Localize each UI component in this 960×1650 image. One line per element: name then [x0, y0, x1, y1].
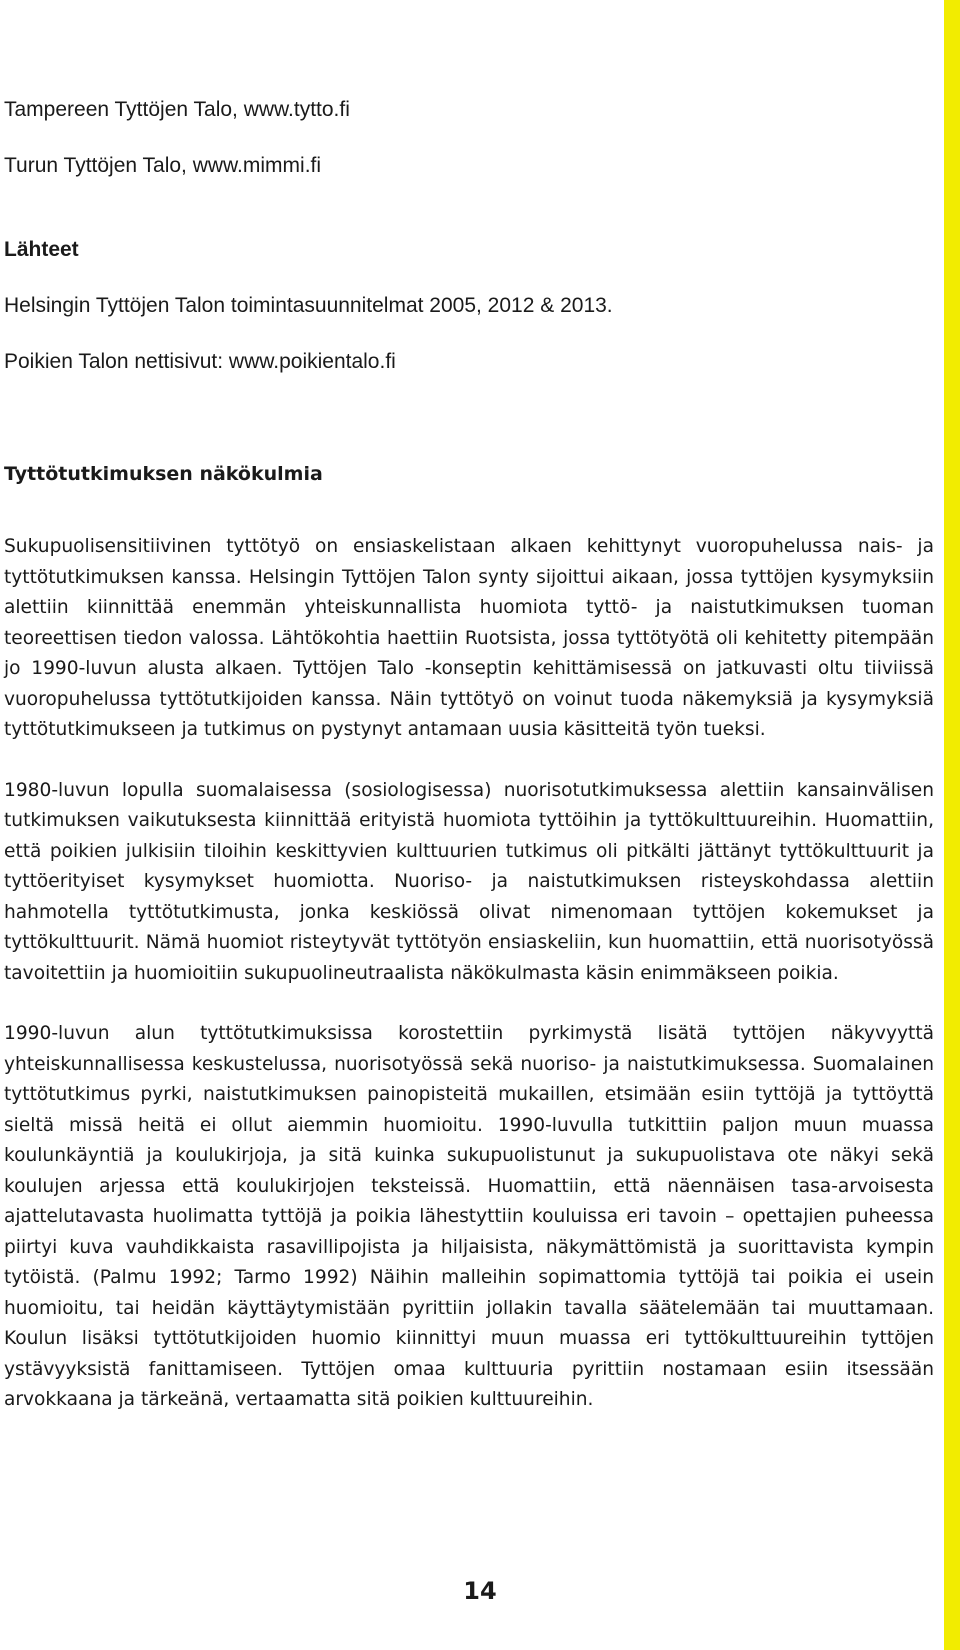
page-number: 14: [463, 1577, 497, 1605]
page-edge-accent-bar: [944, 0, 960, 1650]
body-paragraph-2: 1980-luvun lopulla suomalaisessa (sosiologisessa) nuorisotutkimuksessa alettiin kansainvälisen tutkimuksen vaikutuksesta kiinnittää erityistä huomiota tyttöihin ja tyttökulttuureihin. Huomattiin, että poikien julkisiin tiloihin keskittyvien kulttuurien tutkimus oli pitkälti jättänyt tyttökulttuurit ja tyttöerityiset kysymykset huomiotta. Nuoriso- ja naistutkimuksen risteyskohdassa alettiin hahmotella tyttötutkimusta, jonka keskiössä olivat nimenomaan tyttöjen kokemukset ja tyttökulttuurit. Nämä huomiot risteytyvät tyttötyön ensiaskeliin, kun huomattiin, että nuorisotyössä tavoitettiin ja huomioitiin sukupuolineutraalista näkökulmasta käsin enimmäkseen poikia.: [4, 779, 934, 984]
sources-heading: Lähteet: [4, 238, 79, 261]
document-body: [4, 96, 934, 1416]
body-paragraph-1: Sukupuolisensitiivinen tyttötyö on ensiaskelistaan alkaen kehittynyt vuoropuhelussa nais- ja tyttötutkimuksen kanssa. Helsingin Tyttöjen Talon synty sijoittui aikaan, jossa tyttöjen kysymyksiin alettiin kiinnittää enemmän yhteiskunnallista huomiota tyttö- ja naistutkimuksen tuoman teoreettisen tiedon valossa. Lähtökohtia haettiin Ruotsista, jossa tyttötyötä oli kehitetty pitempään jo 1990-luvun alusta alkaen. Tyttöjen Talo -konseptin kehittämisessä on jatkuvasti oltu tiiviissä vuoropuhelussa tyttötutkijoiden kanssa. Näin tyttötyö on voinut tuoda näkemyksiä ja kysymyksiä tyttötutkimukseen ja tutkimus on pystynyt antamaan uusia käsitteitä työn tueksi.: [4, 536, 934, 740]
link-tampere: Tampereen Tyttöjen Talo, www.tytto.fi: [4, 98, 350, 121]
link-turku: Turun Tyttöjen Talo, www.mimmi.fi: [4, 154, 322, 177]
source-item: Helsingin Tyttöjen Talon toimintasuunnitelmat 2005, 2012 & 2013.: [4, 294, 613, 317]
section-heading: Tyttötutkimuksen näkökulmia: [4, 463, 323, 485]
source-item: Poikien Talon nettisivut: www.poikientalo.fi: [4, 350, 396, 373]
body-paragraph-3: 1990-luvun alun tyttötutkimuksissa korostettiin pyrkimystä lisätä tyttöjen näkyvyyttä yhteiskunnallisessa keskustelussa, nuorisotyössä sekä nuoriso- ja naistutkimuksessa. Suomalainen tyttötutkimus pyrki, naistutkimuksen painopisteitä mukaillen, etsimään esiin tyttöjä ja tyttöyttä sieltä missä heitä ei ollut aiemmin huomioitu. 1990-luvulla tutkittiin paljon muun muassa koulunkäyntiä ja koulukirjoja, ja sitä kuinka sukupuolistunut ja sukupuolistava ote näkyi sekä koulujen arjessa että koulukirjojen teksteissä. Huomattiin, että näennäisen tasa-arvoisesta ajattelutavasta huolimatta tyttöjä ja poikia lähestyttiin kouluissa eri tavoin – opettajien puheessa piirtyi kuva vauhdikkaista rasavillipojista ja hiljaisista, näkymättömistä ja suorittavista kympin tytöistä. (Palmu 1992; Tarmo 1992) Näihin malleihin sopimattomia tyttöjä tai poikia ei usein huomioitu, tai heidän käyttäytymistään pyrittiin jollakin tavalla säätelemään tai muuttamaan. Koulun lisäksi tyttötutkijoiden huomio kiinnittyi muun muassa eri tyttökulttuureihin tyttöjen ystävyyksistä fanittamiseen. Tyttöjen omaa kulttuuria pyrittiin nostamaan esiin itsessään arvokkaana ja tärkeänä, vertaamatta sitä poikien kulttuureihin.: [4, 1023, 934, 1410]
